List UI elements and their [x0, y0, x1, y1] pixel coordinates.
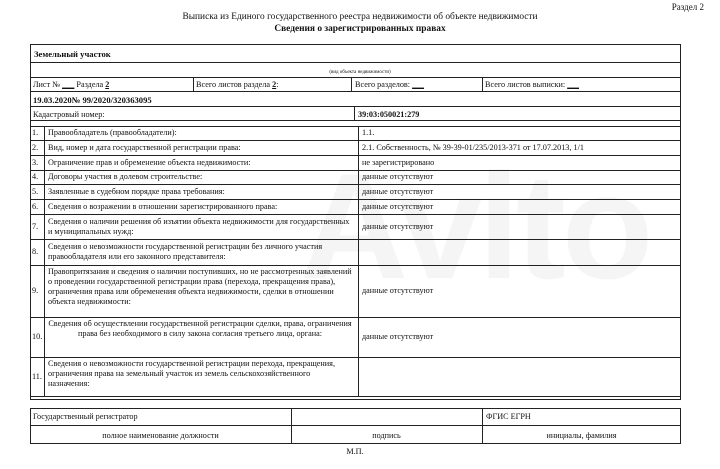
registry-system: ФГИС ЕГРН [486, 412, 531, 421]
sheet-number: Лист № ___ Раздела 2 [33, 80, 110, 89]
row-label: Договоры участия в долевом строительстве: [48, 172, 203, 181]
row-value: данные отсутствуют [362, 172, 434, 181]
row-number: 5. [32, 186, 39, 196]
row-value: 1.1. [362, 128, 375, 137]
row-value: данные отсутствуют [362, 286, 434, 295]
row-label: Ограничение прав и обременение объекта недвижимости: [48, 157, 251, 167]
row-number: 10. [32, 332, 43, 341]
cadastral-label: Кадастровый номер: [33, 110, 105, 119]
row-label: Правопритязания и сведения о наличии поступивших, но не рассмотренных заявлений о проведении государственной регистрации права (перехода, прекращения права), ограничения права или обременения объекта недвижимости, сделки в отношении объекта недвижимости: [48, 267, 352, 306]
caption-name: инициалы, фамилия [546, 431, 617, 440]
sections-total: Всего разделов: ___ [355, 80, 425, 89]
row-label: Правообладатель (правообладатели): [48, 128, 177, 137]
row-label: Заявленные в судебном порядке права требования: [48, 186, 225, 196]
stamp-label: М.П. [346, 447, 364, 456]
caption-position: полное наименование должности [102, 431, 219, 440]
registrar-position: Государственный регистратор [33, 412, 138, 421]
row-number: 7. [32, 221, 39, 231]
row-label: Сведения о наличии решения об изъятии объекта недвижимости для государственных и муниципальных нужд: [48, 216, 350, 236]
caption-signature: подпись [372, 431, 401, 440]
row-number: 6. [32, 201, 39, 211]
object-type: Земельный участок [34, 49, 111, 59]
row-value: данные отсутствуют [362, 201, 434, 211]
row-number: 4. [32, 172, 39, 181]
row-label: Сведения о возражении в отношении зарегистрированного права: [48, 201, 278, 211]
row-label: Вид, номер и дата государственной регистрации права: [48, 142, 241, 152]
document-subtitle: Сведения о зарегистрированных правах [274, 24, 446, 34]
cadastral-number: 39:03:050021:279 [358, 110, 420, 119]
row-number: 1. [32, 128, 39, 137]
sheets-total: Всего листов выписки: ___ [485, 80, 580, 89]
row-number: 8. [32, 247, 39, 256]
section-label: Раздел 2 [671, 2, 704, 12]
row-label: Сведения о невозможности государственной регистрации перехода, прекращения, ограничения права на земельный участок из земель сельскохозяйственного назначения: [48, 359, 335, 388]
row-number: 2. [32, 142, 39, 152]
row-number: 11. [32, 371, 42, 381]
row-value: данные отсутствуют [362, 186, 434, 196]
row-number: 9. [32, 286, 39, 295]
row-label: Сведения об осуществлении государственной регистрации сделки, права, ограничения права без необходимого в силу закона согласия третьего лица, органа: [48, 319, 352, 338]
document-title: Выписка из Единого государственного реестра недвижимости об объекте недвижимости [182, 12, 538, 22]
row-value: 2.1. Собственность, № 39-39-01/235/2013-371 от 17.07.2013, 1/1 [362, 142, 584, 152]
row-value: данные отсутствуют [362, 221, 434, 231]
object-type-caption: (вид объекта недвижимости) [329, 70, 391, 75]
row-value: данные отсутствуют [362, 332, 434, 341]
extract-date-number: 19.03.2020№ 99/2020/320363095 [33, 95, 152, 105]
row-number: 3. [32, 157, 39, 167]
sheets-in-section: Всего листов раздела 2: [196, 80, 279, 89]
row-label: Сведения о невозможности государственной регистрации без личного участия правообладателя или его законного представителя: [48, 242, 323, 261]
row-value: не зарегистрировано [362, 157, 435, 167]
